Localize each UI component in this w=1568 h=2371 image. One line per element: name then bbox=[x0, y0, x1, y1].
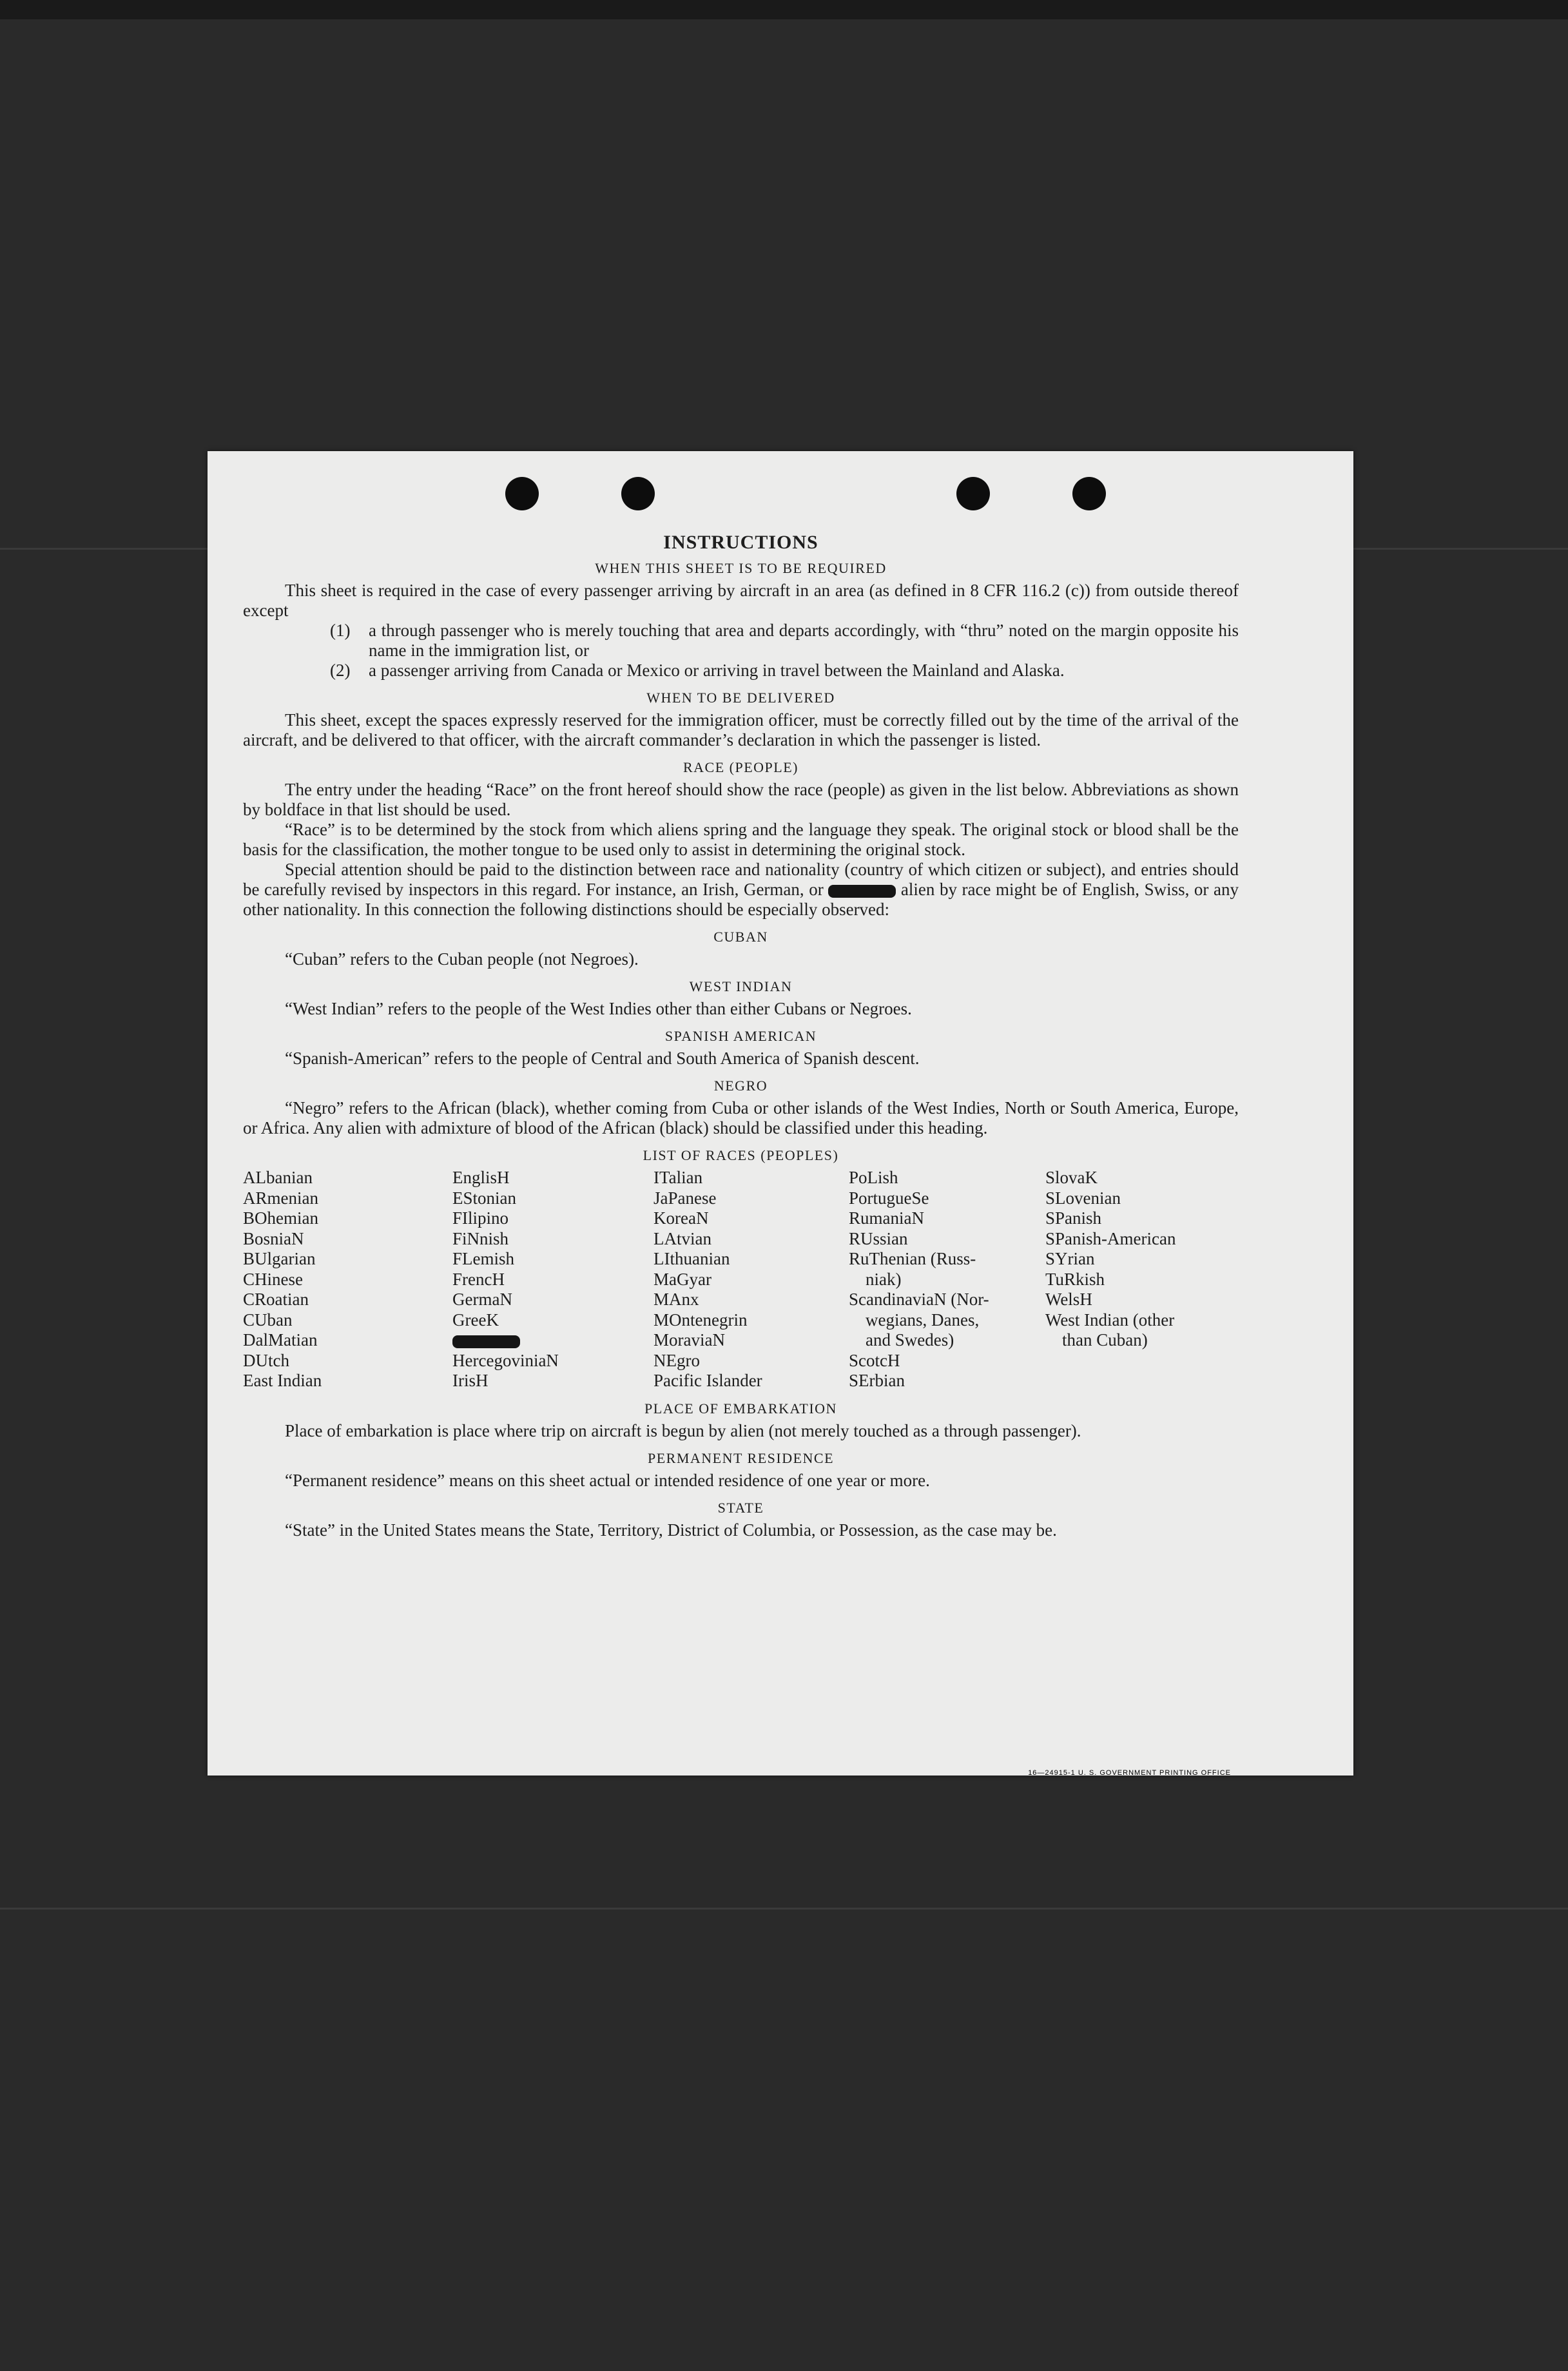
race-entry-redacted bbox=[452, 1330, 653, 1351]
item-text: a passenger arriving from Canada or Mexico or arriving in travel between the Mainland and Alaska. bbox=[369, 661, 1065, 680]
race-entry: MOntenegrin bbox=[653, 1310, 748, 1330]
race-entry: CHinese bbox=[243, 1269, 303, 1289]
race-entry: HercegoviniaN bbox=[452, 1350, 559, 1370]
item-text: a through passenger who is merely touching that area and departs accordingly, with “thru” noted on the margin opposite his name in the immigration list, or bbox=[369, 621, 1239, 660]
race-entry: KoreaN bbox=[653, 1208, 709, 1228]
race-entry: RUssian bbox=[849, 1228, 908, 1248]
race-entry: BosniaN bbox=[243, 1228, 304, 1248]
section-heading: LIST OF RACES (PEOPLES) bbox=[643, 1147, 839, 1163]
race-entry: SlovaK bbox=[1045, 1168, 1098, 1187]
film-edge-top bbox=[0, 0, 1568, 19]
punch-hole bbox=[505, 477, 539, 510]
race-entry: ITalian bbox=[653, 1168, 703, 1187]
race-entry: SLovenian bbox=[1045, 1188, 1121, 1208]
section-heading: STATE bbox=[717, 1499, 764, 1516]
race-entry: LAtvian bbox=[653, 1228, 711, 1248]
section-heading: PERMANENT RESIDENCE bbox=[647, 1449, 835, 1466]
race-entry: ALbanian bbox=[243, 1168, 313, 1187]
race-entry: NEgro bbox=[653, 1350, 700, 1370]
paragraph: Place of embarkation is place where trip on aircraft is begun by alien (not merely touched as a through passenger). bbox=[285, 1420, 1081, 1440]
document-page bbox=[208, 451, 1353, 1776]
race-entry: CUban bbox=[243, 1310, 293, 1330]
paragraph: This sheet is required in the case of every passenger arriving by aircraft in an area (as defined in 8 CFR 116.2 (c)) from outside thereof except bbox=[243, 581, 1239, 620]
race-column bbox=[849, 1168, 1045, 1391]
paragraph: “State” in the United States means the State, Territory, District of Columbia, or Possession, as the case may be. bbox=[285, 1520, 1057, 1540]
redaction-mark bbox=[452, 1335, 520, 1348]
race-entry: EnglisH bbox=[452, 1168, 510, 1187]
section-heading: WEST INDIAN bbox=[689, 978, 793, 994]
list-item bbox=[243, 661, 1239, 681]
race-entry: niak) bbox=[866, 1269, 902, 1289]
section-heading: NEGRO bbox=[713, 1078, 768, 1094]
race-entry: wegians, Danes, bbox=[866, 1310, 980, 1330]
paragraph: “Race” is to be determined by the stock from which aliens spring and the language they speak. The original stock or blood shall be the basis for the classification, the mother tongue to be used only to assist in determining the original stock. bbox=[243, 820, 1239, 859]
race-entry: EStonian bbox=[452, 1188, 516, 1208]
page-title: INSTRUCTIONS bbox=[663, 532, 818, 553]
paragraph: “Negro” refers to the African (black), whether coming from Cuba or other islands of the West Indies, North or South America, Europe, or Africa. Any alien with admixture of blood of the African (black) should be classified under this heading. bbox=[243, 1098, 1239, 1137]
race-entry: SYrian bbox=[1045, 1249, 1095, 1268]
race-entry: CRoatian bbox=[243, 1290, 309, 1309]
race-entry: MoraviaN bbox=[653, 1330, 725, 1350]
race-entry: PoLish bbox=[849, 1168, 898, 1187]
race-entry: FLemish bbox=[452, 1249, 515, 1268]
race-entry: BUlgarian bbox=[243, 1249, 316, 1268]
item-number: (2) bbox=[330, 661, 351, 680]
race-entry: West Indian (other bbox=[1045, 1310, 1175, 1330]
paragraph: “Permanent residence” means on this sheet actual or intended residence of one year or more. bbox=[285, 1470, 930, 1490]
race-column bbox=[1045, 1168, 1239, 1391]
paragraph-part: alien by race might be of English, Swiss, or any other nationality. In this connection the following distinctions should be especially observed: bbox=[243, 880, 1239, 919]
race-entry: SPanish-American bbox=[1045, 1228, 1176, 1248]
race-entry: MaGyar bbox=[653, 1269, 711, 1289]
race-entry: FIlipino bbox=[452, 1208, 509, 1228]
section-heading: CUBAN bbox=[713, 929, 768, 945]
race-entry: GreeK bbox=[452, 1310, 499, 1330]
race-column bbox=[653, 1168, 849, 1391]
race-entry: FrencH bbox=[452, 1269, 505, 1289]
race-entry: SPanish bbox=[1045, 1208, 1102, 1228]
race-entry: DUtch bbox=[243, 1350, 289, 1370]
race-entry: DalMatian bbox=[243, 1330, 318, 1350]
race-entry: FiNnish bbox=[452, 1228, 509, 1248]
paragraph: “Spanish-American” refers to the people of Central and South America of Spanish descent. bbox=[285, 1049, 920, 1068]
race-entry: ARmenian bbox=[243, 1188, 318, 1208]
race-entry: and Swedes) bbox=[866, 1330, 954, 1350]
paragraph bbox=[243, 860, 1239, 920]
race-entry: JaPanese bbox=[653, 1188, 717, 1208]
race-entry: LIthuanian bbox=[653, 1249, 730, 1268]
race-entry: RuThenian (Russ- bbox=[849, 1249, 976, 1268]
section-heading: PLACE OF EMBARKATION bbox=[644, 1400, 837, 1417]
race-entry: MAnx bbox=[653, 1290, 699, 1309]
race-entry: TuRkish bbox=[1045, 1269, 1105, 1289]
race-list bbox=[243, 1168, 1239, 1391]
punch-hole bbox=[956, 477, 990, 510]
paragraph: “Cuban” refers to the Cuban people (not Negroes). bbox=[285, 949, 639, 969]
list-item bbox=[243, 621, 1239, 661]
race-column bbox=[452, 1168, 653, 1391]
race-entry: PortugueSe bbox=[849, 1188, 929, 1208]
item-number: (1) bbox=[330, 621, 351, 640]
race-entry: Pacific Islander bbox=[653, 1371, 762, 1390]
race-entry: GermaN bbox=[452, 1290, 512, 1309]
punch-hole bbox=[621, 477, 655, 510]
race-entry: RumaniaN bbox=[849, 1208, 924, 1228]
race-entry: ScandinaviaN (Nor- bbox=[849, 1290, 989, 1309]
punch-hole bbox=[1072, 477, 1106, 510]
printer-imprint: 16—24915-1 U. S. GOVERNMENT PRINTING OFFICE bbox=[1028, 1769, 1231, 1777]
section-heading: RACE (PEOPLE) bbox=[683, 759, 799, 775]
race-entry: WelsH bbox=[1045, 1290, 1092, 1309]
race-entry: than Cuban) bbox=[1062, 1330, 1148, 1350]
race-entry: SErbian bbox=[849, 1371, 905, 1390]
film-scratch bbox=[0, 1908, 1568, 1910]
race-entry: East Indian bbox=[243, 1371, 322, 1390]
race-entry: BOhemian bbox=[243, 1208, 318, 1228]
section-heading: WHEN THIS SHEET IS TO BE REQUIRED bbox=[595, 560, 887, 576]
redaction-mark bbox=[828, 885, 896, 898]
race-entry: ScotcH bbox=[849, 1350, 900, 1370]
race-entry: IrisH bbox=[452, 1371, 489, 1390]
section-heading: SPANISH AMERICAN bbox=[664, 1028, 817, 1044]
paragraph: “West Indian” refers to the people of the West Indies other than either Cubans or Negroes. bbox=[285, 999, 912, 1018]
paragraph-part: Special attention should be paid to the distinction between race and nationality (country of which citizen or subject), and entries should be carefully revised by inspectors in this regard. For instance, an Irish, German, or bbox=[243, 860, 1239, 899]
paragraph: This sheet, except the spaces expressly reserved for the immigration officer, must be correctly filled out by the time of the arrival of the aircraft, and be delivered to that officer, with the aircraft commander’s declaration in which the passenger is listed. bbox=[243, 710, 1239, 750]
paragraph: The entry under the heading “Race” on the front hereof should show the race (people) as given in the list below. Abbreviations as shown by boldface in that list should be used. bbox=[243, 780, 1239, 819]
instructions-body bbox=[243, 532, 1239, 1540]
section-heading: WHEN TO BE DELIVERED bbox=[646, 690, 835, 706]
race-column bbox=[243, 1168, 452, 1391]
